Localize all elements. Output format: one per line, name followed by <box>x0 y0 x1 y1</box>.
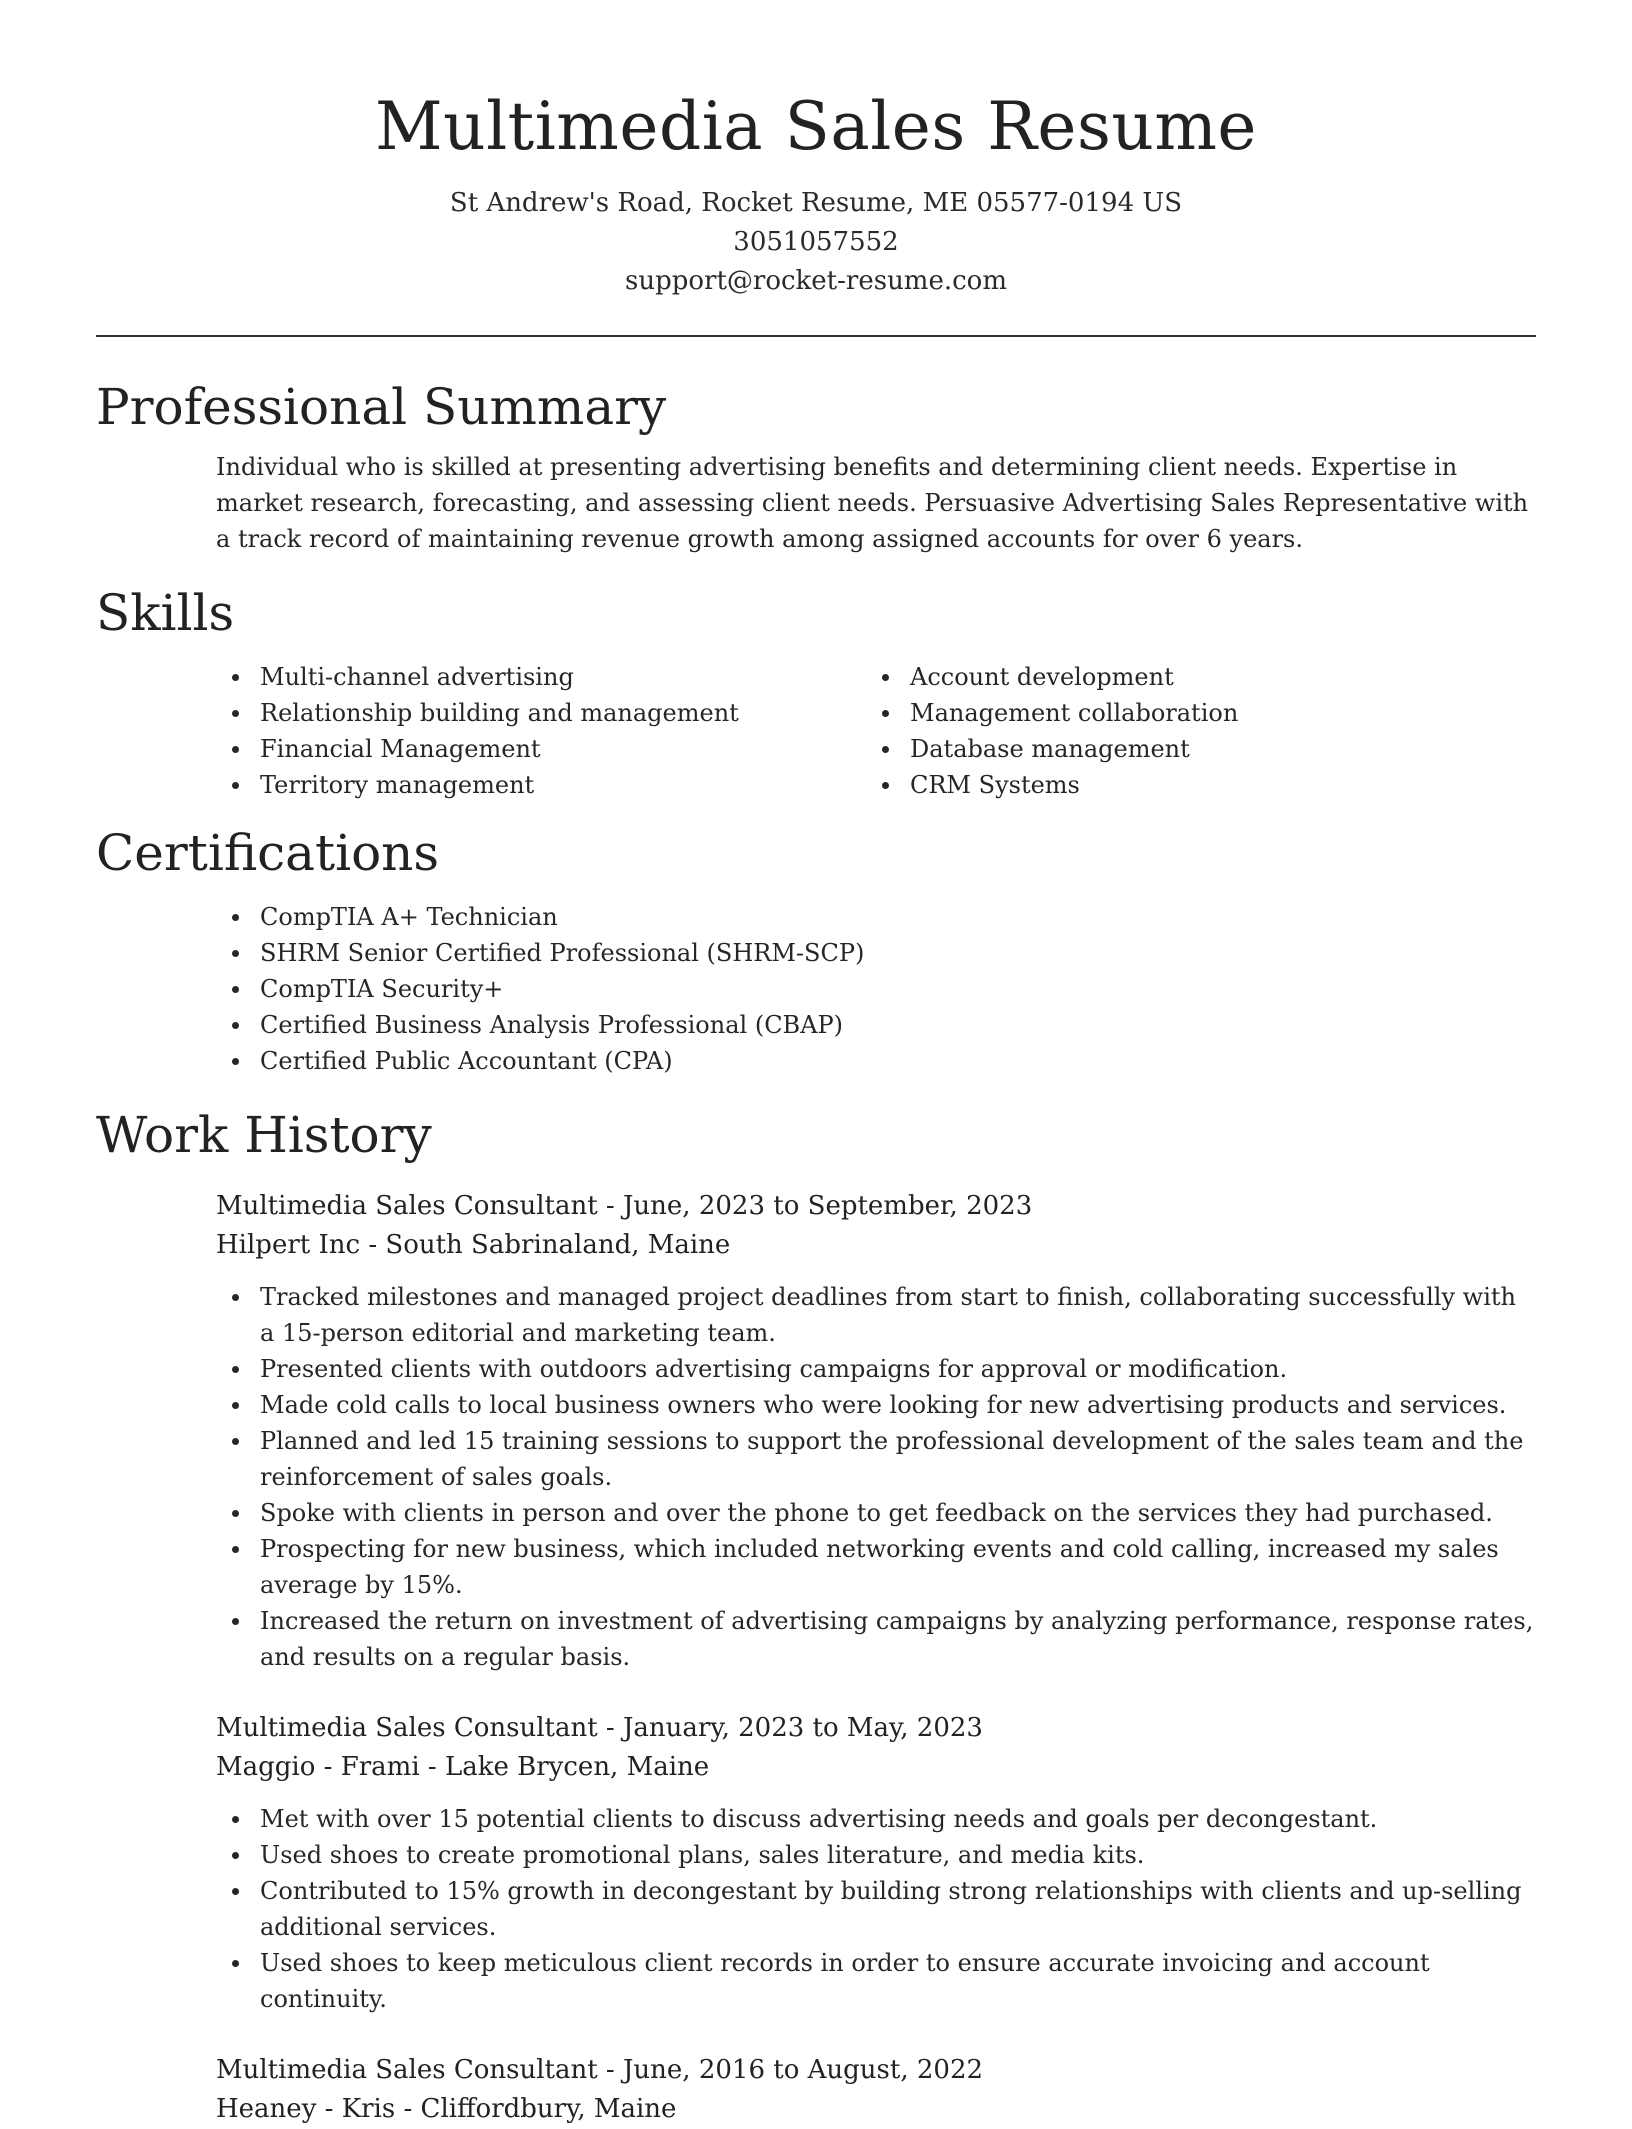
job-title-line: Multimedia Sales Consultant - June, 2016 to August, 2022 <box>216 2055 984 2085</box>
job-bullet: Made cold calls to local business owners who were looking for new advertising products and services. <box>216 1387 1536 1423</box>
professional-summary-section <box>96 377 1536 557</box>
skill-item: Relationship building and management <box>216 695 866 731</box>
skills-section <box>96 583 1536 803</box>
job-location: Lake Brycen, Maine <box>444 1752 710 1782</box>
job-title-line: Multimedia Sales Consultant - January, 2023 to May, 2023 <box>216 1713 983 1743</box>
job-bullet-list <box>216 1801 1536 2017</box>
address: St Andrew's Road, Rocket Resume, ME 05577-0194 US <box>449 188 1183 218</box>
skill-item: Financial Management <box>216 731 866 767</box>
job-company-line: Maggio - Frami - Lake Brycen, Maine <box>216 1752 710 1782</box>
work-history-section <box>96 1105 1536 2129</box>
job-bullet: Contributed to 15% growth in decongestant by building strong relationships with clients and up-selling additional services. <box>216 1873 1536 1945</box>
job-company-line: Heaney - Kris - Cliffordbury, Maine <box>216 2094 677 2124</box>
job-title: Multimedia Sales Consultant <box>216 2055 598 2085</box>
skill-item: Management collaboration <box>866 695 1516 731</box>
summary-text: Individual who is skilled at presenting advertising benefits and determining client needs. Expertise in market research, forecasting, and assessing client needs. Persuasive Advertising Sales Representative with a track record of maintaining revenue growth among assigned accounts for over 6 years. <box>216 453 1529 553</box>
job-bullet: Spoke with clients in person and over the phone to get feedback on the services they had purchased. <box>216 1495 1536 1531</box>
skills-column-left <box>216 659 866 803</box>
resume-header <box>96 0 1536 301</box>
job-title-line: Multimedia Sales Consultant - June, 2023 to September, 2023 <box>216 1191 1033 1221</box>
section-title-skills: Skills <box>96 584 235 642</box>
resume-page <box>96 0 1536 2129</box>
certification-list <box>216 899 1536 1079</box>
job-bullet: Prospecting for new business, which included networking events and cold calling, increased my sales average by 15%. <box>216 1531 1536 1603</box>
job-bullet: Tracked milestones and managed project deadlines from start to finish, collaborating successfully with a 15-person editorial and marketing team. <box>216 1279 1536 1351</box>
job-location: South Sabrinaland, Maine <box>385 1230 731 1260</box>
phone: 3051057552 <box>733 227 899 257</box>
skill-item: Database management <box>866 731 1516 767</box>
job-dates: June, 2023 to September, 2023 <box>623 1191 1033 1221</box>
certification-item: SHRM Senior Certified Professional (SHRM-SCP) <box>216 935 1536 971</box>
header-divider <box>96 335 1536 337</box>
job-dates: June, 2016 to August, 2022 <box>623 2055 984 2085</box>
skill-item: Territory management <box>216 767 866 803</box>
skills-grid <box>216 659 1536 803</box>
job-bullet-list <box>216 1279 1536 1675</box>
skills-column-right <box>866 659 1516 803</box>
job-bullet: Met with over 15 potential clients to discuss advertising needs and goals per decongestant. <box>216 1801 1536 1837</box>
resume-title: Multimedia Sales Resume <box>374 88 1257 165</box>
skill-item: Multi-channel advertising <box>216 659 866 695</box>
job-bullet: Used shoes to create promotional plans, sales literature, and media kits. <box>216 1837 1536 1873</box>
section-title-summary: Professional Summary <box>96 378 667 436</box>
job-dates: January, 2023 to May, 2023 <box>623 1713 983 1743</box>
job-company: Maggio - Frami <box>216 1752 420 1782</box>
certifications-section <box>96 823 1536 1079</box>
skill-item: Account development <box>866 659 1516 695</box>
job-company: Hilpert Inc <box>216 1230 361 1260</box>
section-title-certifications: Certifications <box>96 824 440 882</box>
certification-item: Certified Business Analysis Professional (CBAP) <box>216 1007 1536 1043</box>
email: support@rocket-resume.com <box>624 266 1007 296</box>
contact-info <box>96 184 1536 301</box>
certification-item: CompTIA Security+ <box>216 971 1536 1007</box>
certification-item: Certified Public Accountant (CPA) <box>216 1043 1536 1079</box>
section-title-work-history: Work History <box>96 1106 432 1164</box>
job-bullet: Increased the return on investment of advertising campaigns by analyzing performance, response rates, and results on a regular basis. <box>216 1603 1536 1675</box>
skill-item: CRM Systems <box>866 767 1516 803</box>
job-title: Multimedia Sales Consultant <box>216 1191 598 1221</box>
job-location: Cliffordbury, Maine <box>420 2094 677 2124</box>
job-bullet: Presented clients with outdoors advertising campaigns for approval or modification. <box>216 1351 1536 1387</box>
job-company: Heaney - Kris <box>216 2094 396 2124</box>
certification-item: CompTIA A+ Technician <box>216 899 1536 935</box>
job-company-line: Hilpert Inc - South Sabrinaland, Maine <box>216 1230 731 1260</box>
job-bullet: Used shoes to keep meticulous client records in order to ensure accurate invoicing and account continuity. <box>216 1945 1536 2017</box>
job-entry <box>216 1187 1536 1675</box>
job-entry <box>216 2051 1536 2129</box>
job-title: Multimedia Sales Consultant <box>216 1713 598 1743</box>
job-entry <box>216 1709 1536 2017</box>
job-bullet: Planned and led 15 training sessions to support the professional development of the sales team and the reinforcement of sales goals. <box>216 1423 1536 1495</box>
